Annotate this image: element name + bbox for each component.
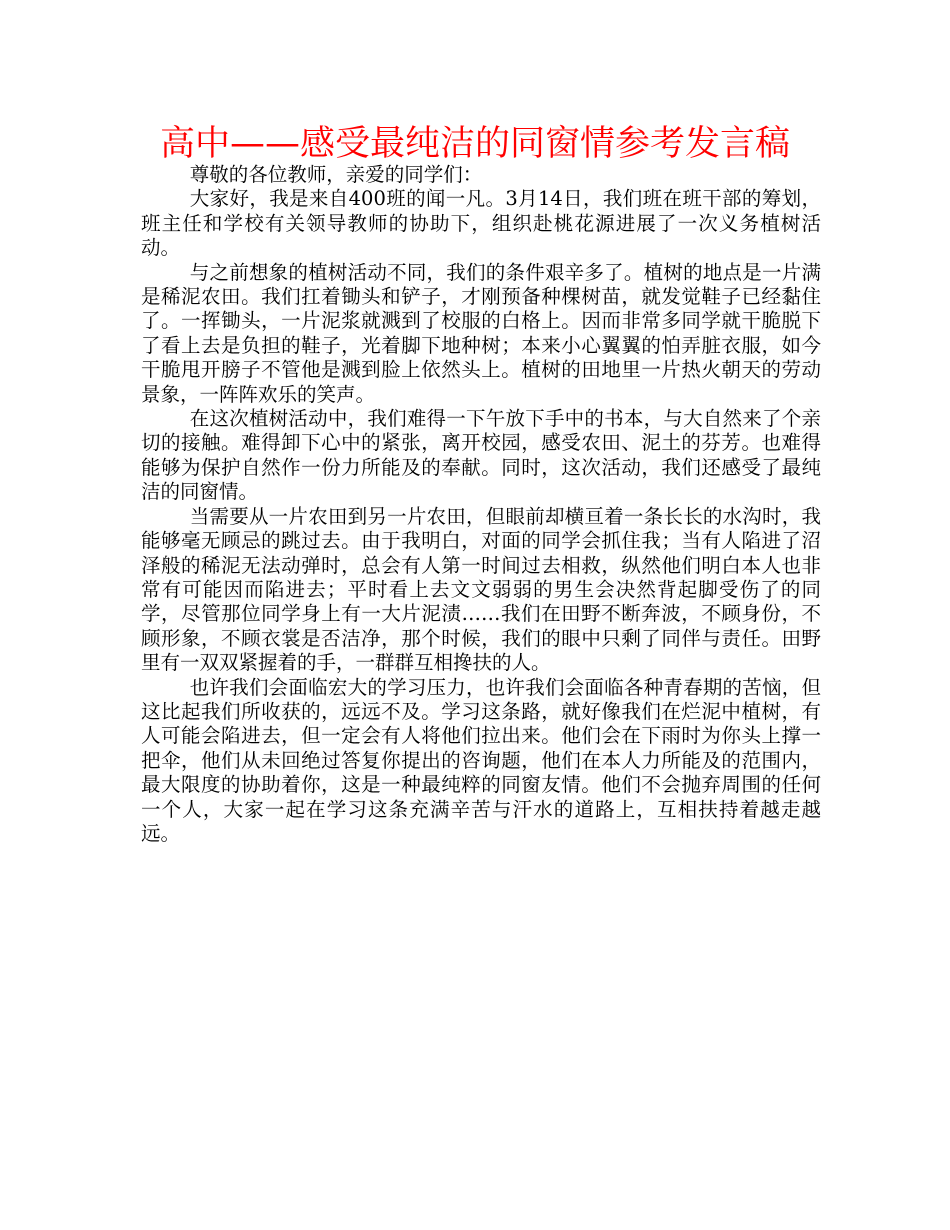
body-paragraph: 当需要从一片农田到另一片农田，但眼前却横亘着一条长长的水沟时，我能够毫无顾忌的跳过去。由于我明白，对面的同学会抓住我；当有人陷进了沼泽般的稀泥无法动弹时，总会有人第一时间过去相救，纵然他们明白本人也非常有可能因而陷进去；平时看上去文文弱弱的男生会决然背起脚受伤了的同学，尽管那位同学身上有一大片泥渍……我们在田野不断奔波，不顾身份，不顾形象，不顾衣裳是否洁净，那个时候，我们的眼中只剩了同伴与责任。田野里有一双双紧握着的手，一群群互相搀扶的人。 — [141, 504, 821, 675]
document-title: 高中——感受最纯洁的同窗情参考发言稿 — [159, 124, 790, 164]
body-paragraph: 在这次植树活动中，我们难得一下午放下手中的书本，与大自然来了个亲切的接触。难得卸下心中的紧张，离开校园，感受农田、泥土的芬芳。也难得能够为保护自然作一份力所能及的奉献。同时，这次活动，我们还感受了最纯洁的同窗情。 — [141, 407, 821, 504]
body-paragraph: 大家好，我是来自400班的闻一凡。3月14日，我们班在班干部的筹划，班主任和学校有关领导教师的协助下，组织赴桃花源进展了一次义务植树活动。 — [141, 187, 821, 260]
body-paragraph: 也许我们会面临宏大的学习压力，也许我们会面临各种青春期的苦恼，但这比起我们所收获的，远远不及。学习这条路，就好像我们在烂泥中植树，有人可能会陷进去，但一定会有人将他们拉出来。他们会在下雨时为你头上撑一把伞，他们从未回绝过答复你提出的咨询题，他们在本人力所能及的范围内，最大限度的协助着你，这是一种最纯粹的同窗友情。他们不会抛弃周围的任何一个人，大家一起在学习这条充满辛苦与汗水的道路上，互相扶持着越走越远。 — [141, 675, 821, 845]
document-body — [141, 163, 821, 846]
greeting-paragraph: 尊敬的各位教师，亲爱的同学们： — [189, 163, 483, 186]
body-paragraph: 与之前想象的植树活动不同，我们的条件艰辛多了。植树的地点是一片满是稀泥农田。我们扛着锄头和铲子，才刚预备种棵树苗，就发觉鞋子已经黏住了。一挥锄头，一片泥浆就溅到了校服的白格上。因而非常多同学就干脆脱下了看上去是负担的鞋子，光着脚下地种树；本来小心翼翼的怕弄脏衣服，如今干脆甩开膀子不管他是溅到脸上依然头上。植树的田地里一片热火朝天的劳动景象，一阵阵欢乐的笑声。 — [141, 260, 821, 406]
